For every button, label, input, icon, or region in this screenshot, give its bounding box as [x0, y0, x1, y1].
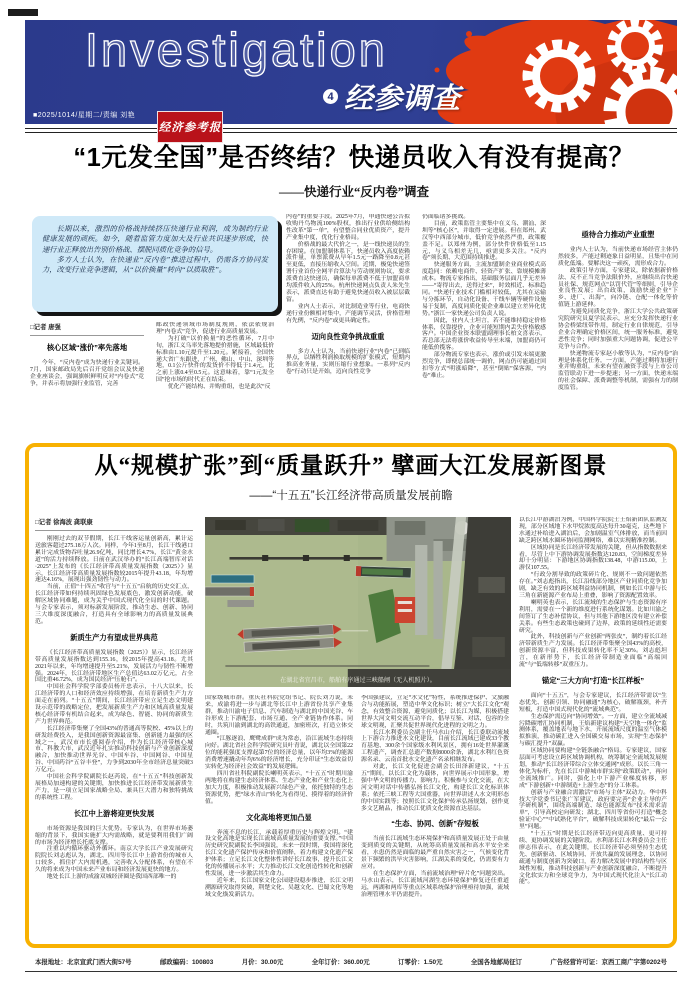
article2-column-4 — [519, 517, 667, 939]
body-paragraph: 长江水利委员会副主任马水山介绍，长江委联动流域上下游合力推进水文化建设，目前长江流域已建成33个教育基地、300余个国家级水利风景区，拥有16处世界灌溉工程遗产，调查汇总遗产数据8000余条，湖北水利红色资源名录、云南首批水文化遗产名录相继发布。 — [361, 729, 509, 764]
article1-subtitle: ——快递行业“反内卷”调查 — [278, 185, 429, 199]
footer-item: 月价：30.00元 — [241, 959, 284, 966]
body-paragraph: 以长江中游湖泊为例，中国科学院院士王焰新团队监测发现，部分区域地下水甲烷浓度高达每升30毫克，这些地下水通过补给进入湖泊后，会加剧温室气体排放，而当前因缺乏跨区域水圈环协同监测网络，难以实现精准控制。 — [519, 517, 667, 544]
article2-column-1 — [35, 517, 193, 939]
section-title-text: 经参调查 — [344, 83, 461, 115]
body-paragraph: 业内人士认为，当前快递市场经营主体仍然较多，产能过剩迹象日益明显，且集中在同质化低端。要解决这一顽疾，需形成合力。 — [558, 247, 678, 267]
article1-column-5 — [558, 214, 678, 430]
masthead-logo: 经济参考报 — [157, 111, 223, 143]
body-paragraph: 中国社会科学院副院长赵芮说，在“十五五”科技创新发展格局加速构建的关键期，加快推进长江经济带发展新质生产力，是一项立足国家战略全局、兼具巨大潜力和独特挑战的系统性工程。 — [35, 774, 193, 801]
aerial-river-photo — [205, 517, 511, 687]
article1-headline: “1元发全国”是否终结？快递员收入有没有提高？ — [73, 144, 635, 172]
body-paragraph: 喇明英也表示，长江流域的生态保护与生态资源有序利用，需要在一个新的维度进行系统化谋划。比如川渝之间签订了生态补偿协议，但与其他下游地区没有建立补偿关系。有些生态政策也碰到了边界，政策的延续性还需要研究。 — [519, 599, 667, 634]
footer-item: 广告经营许可证：京西工商广字第0202号 — [550, 959, 667, 966]
body-paragraph: 目前，政策监管主要集中在义乌、潮汕、深圳等“核心区”，并取得一定进展。但在郑州、武汉等中西部分城市，低价竞争依然严重，政策覆盖不足。以郑州为例，部分快件价格低至1.15元，与义乌相差无几，亟需更多关注。“反内卷”须长期、大范围持续推进。 — [422, 220, 546, 262]
article2-body — [35, 517, 667, 939]
column-subhead: 新质生产力有望成世界典范 — [70, 632, 158, 642]
header-divider — [25, 128, 677, 133]
body-paragraph: 优化产能结构、并购重组，也是此次“反 — [167, 384, 271, 391]
body-paragraph: 市场资源是我国的巨大优势。专家认为，在世界市场萎缩的背景下，我国实施扩大内需战略，就是要利用我们广阔的市场为经济增长托底支撑。 — [35, 825, 193, 846]
body-paragraph: 今年，“反内卷”成为快递行业关键词。7月，国家邮政局先后召开党组会议及快递企业座谈会，强调旗帜鲜明反对“内卷式”竞争，并表示将加强行业监管，完善 — [30, 360, 144, 387]
article2-column-2 — [205, 695, 353, 939]
body-paragraph: 快递物流专家赵小敏等认为，“反内卷”治理是体系化任务，一方面，产能过剩将加速行业并购重组，未来有望在融资手段与上市公司监管联动下进一步提速；另一方面，快递末端的社会保障、派费调整等机制，需强有力的制度监管。 — [558, 350, 678, 392]
footer-item: 本报地址：北京宣武门西大街57号 — [35, 959, 132, 966]
body-paragraph: 区域协同要构建“全链条融合”格局。专家建议，国家层面可考虑设立跨区域协调机构，统筹制定全流域发展规划，推动“长江经济带综合立体交通网”成形。以长三角一体化为标杆，先在长江中游城市群实现“政策联动”，再向全流域推广。同时，强化上中下游产业梯度转移，形成“下游创新+中游制造+上游生态”的分工体系。 — [519, 748, 667, 789]
ship-icon — [356, 566, 411, 578]
body-paragraph: 地处长江上游的成渝双城经济圈是我国西部唯一的 — [46, 874, 177, 881]
body-paragraph: 为避免同质化竞争，浙江大学公共政策研究院研究员夏学民表示，应充分发挥快递行业协会桥梁纽带作用，制定行业自律规范，引导企业合理确定价格区间，统一服务标准，避免恶性竞争；同时加强重大问题协调，促进公平竞争与合作。 — [558, 309, 678, 350]
body-paragraph: “行政分割导致的政策碎片化、规则不一致问题依然存在。”刘志彪指出，长江沿线部分地区产业同质化竞争加剧，缺乏有效的跨区域利益协同机制，例如长江中游与长三角在新能源产业布局上重叠，影响了资源配置效率。 — [519, 572, 667, 599]
banner-section-title — [323, 76, 460, 117]
body-paragraph: 四川省社科院副院长喇明英表示，“十五五”时期川渝两地将在构建生态经济体系、生态产业化和产业生态化上加大力度，积极推动发展新兴绿色产业，依托独特的生态资源优势，把“绿水青山”转化为看得见、摸得着的经济价值。 — [205, 770, 353, 805]
body-paragraph: 注重以内循环驱动外循环。南京大学长江产业发展研究院院长刘志彪认为，湖北、四川等长江中上游省份的城市人口较多，抓住扩大内需机遇，完善收入分配体系，有望在不久的将来成为中国未来产业布局和经济发展更快的地方。 — [35, 846, 193, 874]
imprint-footer — [25, 957, 677, 972]
footer-item: 订零价：1.50元 — [398, 959, 443, 966]
footer-item: 全国各地邮局征订 — [470, 959, 523, 966]
body-paragraph: “江豚逐浪、鹰鹭成群”成为常态，沿江流域生态持续向好。湖北省社会科学院研究员叶青说，湖北以全国第22位的能耗强度支撑起第7位的经济总量，以年均3%的能源消费增速撬动年均6%的经济增长，充分印证“生态效益切实转化为经济社会效益”的发展逻辑。 — [205, 736, 353, 771]
banner-english-title: Investigation — [85, 23, 388, 76]
photo-caption: 在湖北省宜昌市，船舶有序通过三峡船闸（无人机照片）。 — [280, 678, 436, 684]
body-paragraph: 仍面临诸多挑战。 — [422, 214, 470, 220]
article2-headline: 从“规模扩张”到“质量跃升” 擘画大江发展新图景 — [94, 453, 608, 478]
article1-body — [30, 214, 678, 430]
article-yangtze-feature — [25, 443, 677, 948]
body-paragraph: 多方人士认为，在快递业“反内卷”推进过程中，仍需各方协同发力，改变行业竞争逻辑，从“以价换量”转向“以质取胜”。 — [42, 254, 268, 275]
print-artifact — [8, 9, 38, 16]
body-paragraph: 政策引导方面，专家建议，除依据新价格法、反不正当竞争法限价外，应继续出台快递员社保、规范网点“以罚代管”等细则，引导企业良性发展；出台政策，鼓励快递企业“下乡、进厂、出海”，向冷链、仓配一体化等价值链上游延伸。 — [558, 267, 678, 309]
body-paragraph: 奔流不息的长江，承载着厚重历史与辉煌文明。“建设文化高地是实现长江流域高质量发展的重要支撑。”中国历史研究院副院长李国强说，未来一段时期，我国将深化长江文化遗产保护传承和价值阐释，着力构建文化遗产保护体系；立足长江文化整体性讲好长江故事，提升长江文化的传播展示水平；大力推动长江文化创造性转化和创新性发展，进一步激活其生命力。 — [205, 829, 353, 877]
section-banner — [25, 20, 677, 124]
lock-gate-shape — [395, 597, 415, 623]
body-paragraph: “十五五”时期是长江经济带迈向更高质量、更可持续、更协调发展的关键阶段。水利部长江水利委员会主任廖志伟表示，在此关键期，长江经济带必须坚持生态优先、创新驱动、区域协同、开放共赢的发展理念，以协同疏通与制度创新为突破口，着力解决发展中的结构性与区域性短板，推动科技创新与产业创新深度融合，不断提升文化软实力和全球竞争力，为中国式现代化注入“长江动能”。 — [519, 831, 667, 886]
column-subhead: 文化高地将更加凸显 — [246, 812, 312, 822]
body-paragraph: 国家级城市群。重庆社科院党组书记、院长刘力说，未来，成渝将进一步与湖北等长江中上游省份共享产业集群，推动川渝电子信息、汽车制造与湖北的中国光谷、车谷形成上下游配套、市场互通、全产业链协作体系。同时，共筑川渝到湖北的高铁通道，加密班次，打造立体交通圈。 — [205, 695, 353, 736]
body-paragraph: 在生态保护方面，当前流域治理“碎片化”问题突出。马水山表示，长江流域河湖生态环境保护修复还任重道远，两湖和两库等重点区域系统保护治理亟待加强，流域治理管理水平仍需提升。 — [361, 870, 509, 898]
reporter-byline: □记者 唐强 — [30, 322, 144, 336]
body-paragraph: 内卷”的重要手段。2025年7月，申通快递公告拟收购丹鸟物流100%股权，推出行业供给侧结构性改革“第一单”，有望整合同业优质资产，提升产业集中度，优化行业格局。 — [286, 214, 410, 241]
body-paragraph: 业内人士表示，对比制造业等行业，电商快递行业份额相对集中，产能调节灵活，价格管理有先例，“反内卷”或更具确定性。 — [286, 303, 410, 324]
article2-subtitle: ——“十五五”长江经济带高质量发展前瞻 — [249, 490, 453, 502]
article2-column-3 — [361, 695, 509, 939]
body-paragraph: 《长江经济带高质量发展指数（2025）》显示，长江经济带高质量发展指数达到155.16，较2015年提高43.18。尤其2021年以来，年均增速提升至5.21%，发展活力与韧性不断增强。2024年，长江经济带地区生产总值达63.02万亿元，占全国比重46.72%，成为国民经济“压舱石”。 — [35, 649, 193, 684]
article-express-delivery — [30, 138, 678, 430]
article1-column-3 — [286, 214, 410, 430]
body-paragraph: 创新与产业融合需激活“市场与主体”双动力。华中科技大学党委书记张广军建议，政府要完善“企业主导的产学研机制”，围绕高端制造、绿色能源发布“技术需求清单”，引导高校定向研发；湖北、四川等省份可打造“概念验证中心”“中试熟化平台”，破解科技成果转化“最后一公里”问题。 — [519, 789, 667, 831]
body-paragraph: 区域协同是长江经济带发展的关键，但从指数数据来看，尽管上中下游协调发展指数达120.83，空间梯度差异却十分明显：下游地区协调指数138.48，中游115.00，上游仅107.55。 — [519, 544, 667, 572]
column-subhead: 亟待合力推动产业重塑 — [581, 230, 655, 239]
article1-column-2 — [156, 322, 274, 430]
body-paragraph: 长江经济带集聚了全国43%的普通高等院校、45%以上的研发经费投入，是我国创新资源最富集、创新能力最强的区域之一。武汉市市长盛阅春介绍，作为长江经济带核心城市、科教大市，武汉近年扎实推动科技创新与产业创新深度融合，加快推动世界光谷、中国车谷、中国网谷、中国星谷、中国药谷“五谷丰登”，力争到2030年全市经济总量突破3万亿元。 — [35, 725, 193, 774]
body-paragraph: 刚刚过去的双节假期，长江干线客运量创新高，累计运送旅客超过275.18万人次。同样，今年1至8月，长江干线港口累计完成货物吞吐量26.9亿吨，同比增长4.7%，长江“黄金水道”的活力持续释放。日前在武汉举办的“长江高端智库对话·2025”上发布的《长江经济带高质量发展指数（2025）》显示，长江经济带高质量发展指数较2015年提升43.18，年均增速达4.16%，展现出强劲韧性与动力。 — [35, 536, 193, 584]
article1-column-1 — [30, 322, 144, 430]
column-subhead: 长江中上游将迎更快发展 — [73, 808, 155, 818]
column-subhead: “生态、协同、创新”存短板 — [391, 819, 479, 829]
body-paragraph: 当前，正值“十四五”收官与“十五五”启航的历史交汇点，长江经济带如何持续巩固绿色发展底色，激发创新动能，破解区域协同难题，成为关乎中国式现代化全局的时代课题。与会专家表示，须对标新发展阶段，推动生态、创新、协同三大维度深度融合，打造具有全球影响力的高质量发展典范。 — [35, 584, 193, 625]
body-paragraph: 此外，科技创新与产业创新“两张皮”，制约着长江经济带新质生产力发展。长江经济带集聚全国43%的高校，创新资源丰富，但科技成果转化率不足30%。刘志彪坦言，在新形势下，长江经济带制造业面临“高端回流”与“低端转移”双重压力。 — [519, 634, 667, 669]
page-number-badge: 4 — [323, 89, 338, 104]
body-paragraph: 因此，业内人士坦言，若不能维持稳定价格体系，仅靠提价，企业可能短期内丢失价格敏感客户。中国企业资本联盟副理事长柏文喜表示，若总部无法将涨价收益传导至末端，加盟商仍可能低价揽客。 — [422, 317, 546, 352]
body-paragraph: 生态保护需迈向“协同增效”。一方面，建立全流域减污降碳增汇协同机制，王焰新建议构建“天空地一体化”监测体系，覆盖地表与地下水，开展流域尺度的温室气体模拟推演，推动碳汇进入全国碳交易市场，实现“生态保护与碳汇提升”双赢。 — [519, 713, 667, 748]
body-paragraph: 部分物流专家也表示，涨价或引发末端更激烈竞争，即便总部统一调价，网点仍可能通过回扣等方式“明涨暗降”，甚至“倒贴”保客源，“内卷”难止。 — [422, 352, 546, 379]
body-paragraph: 价格战的最大代价之一，是一线快递员的生存困境。在加盟制体系下，快递员收入高度依赖派件量，单票派费从早年1.5元一路降至0.8元甚至更低，直接压缩收入空间。近期，极兔快递签署行业首份全网平台算法与劳动规则协议，要求派费直达快递员，确保每单派费不低于加盟商单均派件收入的25%。杭州快递网点负责人朱先生表示，派费直达有助于避免快递员收入被层层截留。 — [286, 241, 410, 303]
reporter-byline: □记者 徐海波 龚联康 — [35, 517, 193, 531]
article1-column-4 — [422, 214, 546, 430]
body-paragraph: 长期以来，激烈的价格战持续挤压快递行业利润，成为制约行业健康发展的顽疾。如今，随着监管力度加大及行业共识逐步形成，快递行业正释放出告别价格战、摆脱同质化竞争的信号。 — [42, 224, 268, 254]
body-paragraph: 李国强建议，立足“水文化”特性，系统推进保护、文旅融合与功能拓展，塑造中华文化标识；树立“大长江文化”观念，有效整合资源，避免同质化；以长江为媒，积极搭建世界大河文明交流互动平台，倡导互鉴、对话、包容的全球文明观，汇聚共促世界现代化进程的文明之力。 — [361, 695, 509, 729]
column-subhead: 核心区域“涨价”率先落地 — [46, 343, 128, 352]
body-paragraph: 快递服务方面，主流加盟制企业商业模式高度趋同：依赖电商件、轻资产扩张、靠规模摊薄成本。物流专家指出，基础服务层面几乎无差异——“寄得出去，送得过来”，时效相近、标准趋同。“快递行业技术门槛相对较低，尤其在运输与分拣环节，自动化设备、干线车辆等硬件设施易于复制，高度同质化使企业难以建立差异化优势。”浙江一家快递公司负责人说。 — [422, 262, 546, 317]
body-paragraph: 当前长江流域生态环境保护和高质量发展正处于由量变到质变的关键期，从统筹高质量发展和高水平安全来看，水患仍然是面临的最严重自然灾害之一，气候变化背景下频繁的洪旱灾害影响，江湖关系的变化，仍需要有力应对。 — [361, 836, 509, 871]
date-line: ■2025/1014/星期二/责编 刘艳 — [33, 112, 136, 119]
body-paragraph: 邮政快递领域市场制度规则，依法依规治理“内卷式”竞争，促进行业高质量发展。 — [156, 322, 274, 335]
body-paragraph: 中国社会科学院学部委员杨开忠表示，十八大以来，长江经济带的人口和经济效应持续增强，在培育新质生产力方面走在前列。“十五五”期间，长江经济带应立足生态文明建设示范带的战略定位，把发展新质生产力和区域高质量发展核心经济带有机结合起来，成为绿色、智能、协同的新质生产力世界典范。 — [35, 684, 193, 725]
footer-item: 全年订价：360.00元 — [311, 959, 370, 966]
column-subhead: 迈向良性竞争挑战重重 — [311, 331, 385, 341]
article1-lede-box — [32, 216, 278, 312]
body-paragraph: 面向“十五五”，与会专家建议，长江经济带需以“生态优先、创新引领、协同融通”为核心，破解瓶颈，补齐短板，打造中国式现代化的“流域典范”。 — [519, 692, 667, 713]
footer-item: 邮政编码：100803 — [160, 959, 214, 966]
column-subhead: 锚定“三大方向”打造“长江样板” — [541, 675, 645, 685]
body-paragraph: 近年来，长江国家文化公园建设稳步推进，长江文明溯源研究取得突破，荆楚文化、吴越文化、巴蜀文化等地域文化焕发新活力。 — [205, 877, 353, 898]
body-paragraph: 多方人士认为，当前快递行业“内卷”已到临界点，以牺牲利润换取规模的扩张模式，短期内推高业务量，实则压缩行业想象。一系列“反内卷”行动只是开始，迈向良性竞争 — [286, 348, 410, 376]
article2-inner — [29, 447, 673, 944]
body-paragraph: 为打破“以价换量”的恶性循环，7月中旬，浙江义乌率先落地提价措施，区域最低价标准由1.10元提升至1.20元。紧接着，全国快递大省广东跟进，广州、佛山、中山、深圳等地，0.1公斤快件的发货价不得低于1.4元，比之前上涨0.4至0.5元。这意味着，靠“1元发全国”抢市场的时代正在结束。 — [156, 335, 274, 384]
body-paragraph: 对此，长江文化促进会副会长田泽新建议，“十五五”期间，以长江文化为载体，向世界展示中国形象，增强中华文明的传播力、影响力。积极参与文化交流，在大河文明对话中传播弘扬长江文化，构建长江文化标识体系；依托三峡工程等大国重器，向世界讲述人水文明形态的中国实践等；按照长江文化保护传承弘扬规划，创作更多文艺精品，推动长江优质文化资源直达基层。 — [361, 764, 509, 812]
